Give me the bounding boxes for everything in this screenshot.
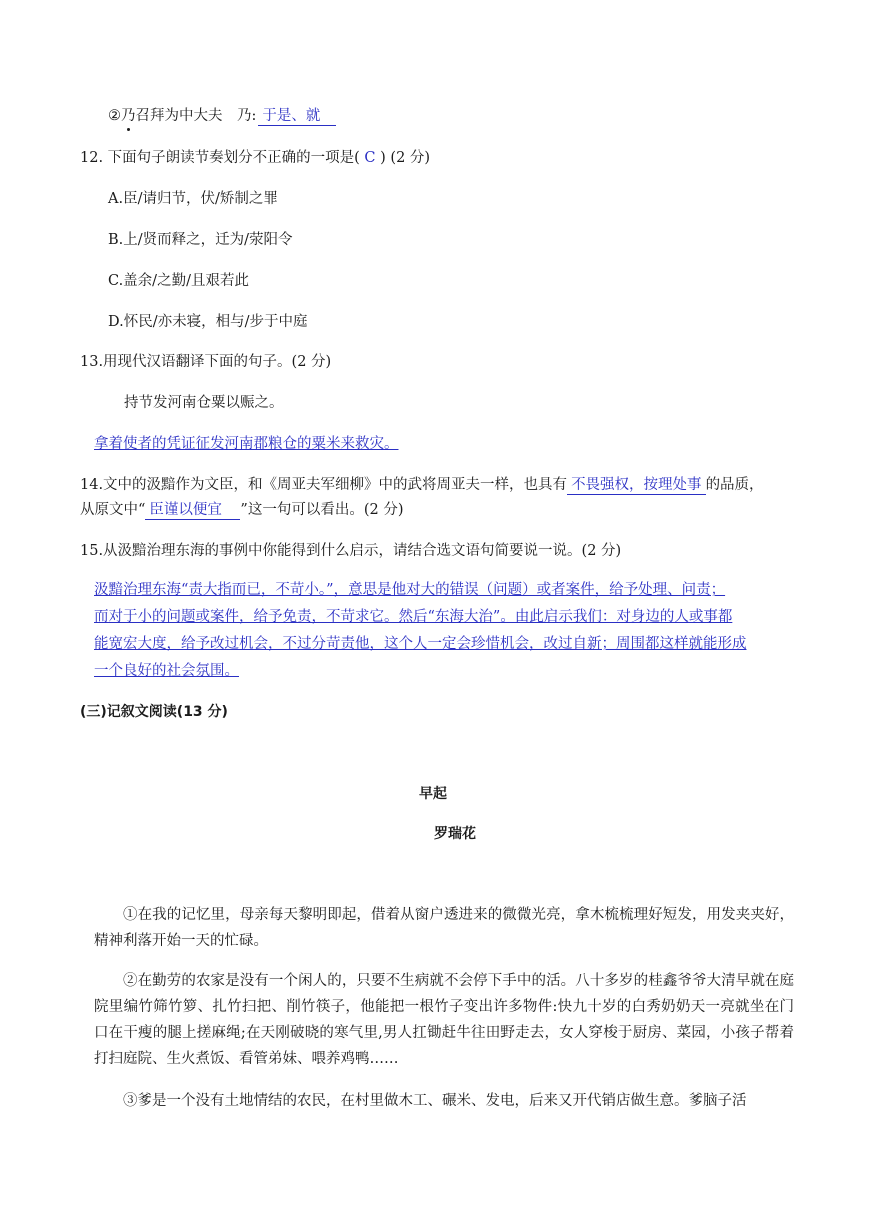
q15-answer-line: 一个良好的社会氛围。	[94, 663, 239, 679]
q12-option-c: C.盖余/之勤/且艰若此	[108, 273, 249, 289]
section-heading: (三)记叙文阅读(13 分)	[80, 704, 228, 720]
q11-item-2-text: 召拜为中大夫 乃:	[135, 108, 257, 124]
q12-option-a: A.臣/请归节，伏/矫制之罪	[108, 191, 278, 207]
paragraph-3: ③爹是一个没有土地情结的农民，在村里做木工、碾米、发电，后来又开代销店做生意。爹脑子活	[123, 1093, 747, 1109]
q15-answer-line: 能宽宏大度，给予改过机会，不过分苛责他，这个人一定会珍惜机会，改过自新；周围都这样就能形成	[94, 636, 747, 652]
q13-answer: 拿着使者的凭证征发河南郡粮仓的粟米来救灾。	[94, 436, 399, 452]
q15-answer	[94, 577, 790, 685]
q12-stem-points: ) (2 分)	[380, 150, 431, 166]
q14-answer-1: 不畏强权，按理处事	[567, 476, 706, 495]
q11-item-2-dotted-char: 乃	[121, 108, 136, 124]
q12-option-b: B.上/贤而释之，迁为/荥阳令	[108, 232, 293, 248]
q13-stem: 13.用现代汉语翻译下面的句子。(2 分)	[80, 354, 332, 370]
article-title: 早起	[419, 786, 447, 802]
paragraph-1: ①在我的记忆里，母亲每天黎明即起，借着从窗户透进来的微微光亮，拿木梳梳理好短发，用发夹夹好，精神利落开始一天的忙碌。	[94, 907, 794, 949]
q11-item-2	[108, 106, 336, 126]
q14-line-1	[80, 475, 764, 495]
q14-text-1: 14.文中的汲黯作为文臣，和《周亚夫军细柳》中的武将周亚夫一样，也具有	[80, 477, 568, 493]
q13-sentence: 持节发河南仓粟以赈之。	[124, 395, 284, 411]
q15-answer-line: 汲黯治理东海“责大指而已，不苛小。”，意思是他对大的错误（问题）或者案件，给予处理、问责；	[94, 582, 726, 598]
q14-line-2	[80, 500, 403, 520]
article-author: 罗瑞花	[434, 826, 476, 842]
q12-stem	[80, 148, 430, 168]
q14-text-4: ”这一句可以看出。(2 分)	[240, 502, 404, 518]
paragraph-2: ②在勤劳的农家是没有一个闲人的，只要不生病就不会停下手中的活。八十多岁的桂鑫爷爷大清早就在庭院里编竹筛竹箩、扎竹扫把、削竹筷子，他能把一根竹子变出许多物件:快九十岁的白秀奶奶天一亮就坐在门口在干瘦的腿上搓麻绳;在天刚破晓的寒气里,男人扛锄赶牛往田野走去，女人穿梭于厨房、菜园，小孩子帮着打扫庭院、生火煮饭、看管弟妹、喂养鸡鸭……	[94, 973, 794, 1067]
q14-text-3: 从原文中“	[80, 502, 146, 518]
q12-answer: C	[359, 150, 381, 166]
q14-answer-2: 臣谨以便宜	[145, 501, 240, 520]
q15-answer-line: 而对于小的问题或案件，给予免责，不苛求它。然后“东海大治”。由此启示我们：对身边的人或事都	[94, 609, 733, 625]
q11-item-2-prefix: ②	[108, 108, 121, 124]
q15-stem: 15.从汲黯治理东海的事例中你能得到什么启示，请结合选文语句简要说一说。(2 分)	[80, 543, 622, 559]
q14-text-2: 的品质，	[705, 477, 764, 493]
q12-option-d: D.怀民/亦未寝，相与/步于中庭	[108, 314, 308, 330]
q12-stem-text: 12. 下面句子朗读节奏划分不正确的一项是(	[80, 150, 360, 166]
q11-item-2-answer: 于是、就	[258, 107, 336, 126]
